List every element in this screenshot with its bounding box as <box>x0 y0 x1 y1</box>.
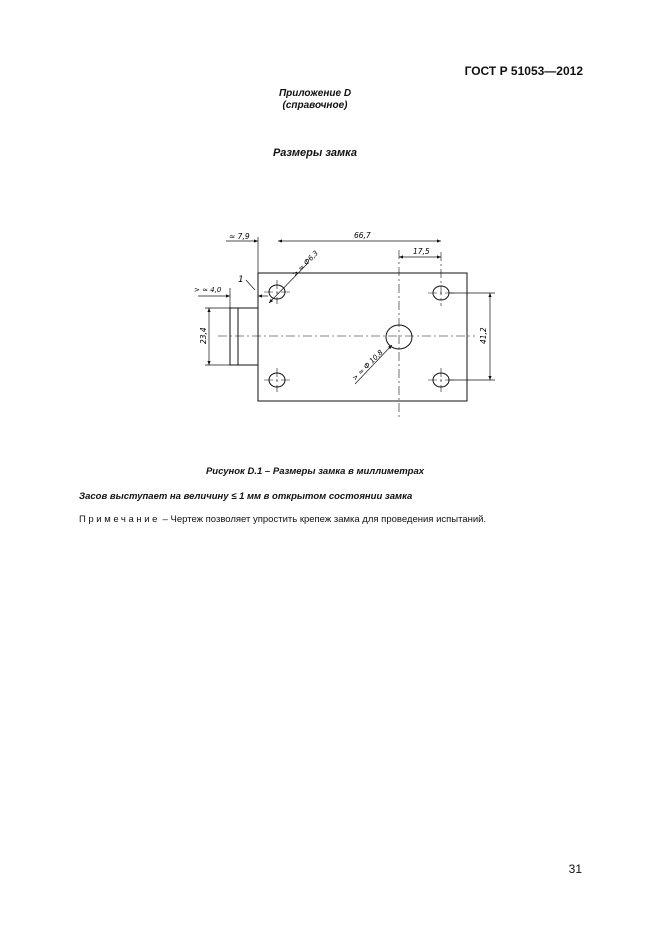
section-title: Размеры замка <box>272 147 358 159</box>
dim-right-height: 41,2 <box>479 327 488 344</box>
dim-top-left: ≈ 7,9 <box>229 232 250 241</box>
callout-number: 1 <box>238 275 244 285</box>
dim-overall: 66,7 <box>354 231 371 240</box>
note-text: – Чертеж позволяет упростить крепеж замка для проведения испытаний. <box>160 514 487 525</box>
dim-bolt-height: 23,4 <box>199 327 208 344</box>
standard-number: ГОСТ Р 51053—2012 <box>464 64 583 78</box>
page-number: 31 <box>568 862 582 876</box>
lock-bolt <box>230 308 258 365</box>
center-lines <box>218 250 475 420</box>
bolt-note: Засов выступает на величину ≤ 1 мм в открытом состоянии замка <box>79 491 413 502</box>
dim-bolt-projection: > ≈ 4,0 <box>194 286 222 294</box>
dimension-lines <box>198 241 490 384</box>
note-label: Примечание <box>79 514 160 525</box>
dim-center-hole: > ≈ Ф 10,8 <box>350 348 385 383</box>
callout-leader <box>246 280 255 290</box>
annex-title: Приложение D <box>278 88 352 99</box>
figure-caption: Рисунок D.1 – Размеры замка в миллиметрах <box>205 466 425 477</box>
annex-subtitle: (справочное) <box>282 100 348 111</box>
dim-small-hole: > ≈ Ф6,3 <box>290 249 320 279</box>
note <box>79 514 486 525</box>
dim-top-right: 17,5 <box>413 247 430 256</box>
